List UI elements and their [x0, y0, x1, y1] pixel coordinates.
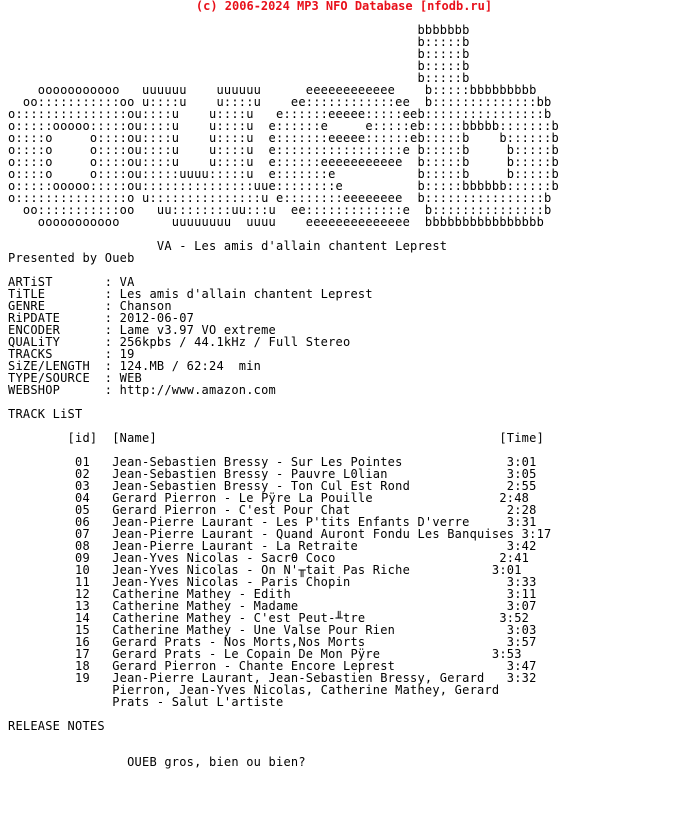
nfo-line: 08 Jean-Pierre Laurant - La Retraite 3:42 [8, 539, 537, 553]
nfo-line: 12 Catherine Mathey - Edith 3:11 [8, 587, 537, 601]
nfo-line: 03 Jean-Sebastien Bressy - Ton Cul Est Rond 2:55 [8, 479, 537, 493]
site-banner: (c) 2006-2024 MP3 NFO Database [nfodb.ru] [195, 0, 493, 13]
logo-line: o::::o o::::ou::::u u::::u e::::::eeeeeeeeeee b:::::b b:::::b [8, 155, 559, 169]
nfo-line: 10 Jean-Yves Nicolas - On N'╥tait Pas Riche 3:01 [8, 563, 522, 577]
logo-line: o::::o o::::ou::::u u::::u e:::::::::::::::::e b:::::b b:::::b [8, 143, 559, 157]
nfo-line: 04 Gerard Pierron - Le Pÿre La Pouille 2:48 [8, 491, 530, 505]
nfo-line: Pierron, Jean-Yves Nicolas, Catherine Mathey, Gerard [8, 683, 500, 697]
logo-line: o:::::::::::::::o u:::::::::::::::u e::::::::eeeeeeee b::::::::::::::::b [8, 191, 552, 205]
nfo-line [8, 732, 559, 744]
release-info [8, 228, 559, 768]
logo-line: b:::::b [8, 71, 470, 85]
nfo-line: TRACKS : 19 [8, 347, 135, 361]
nfo-line: RiPDATE : 2012-06-07 [8, 311, 195, 325]
nfo-line: ENCODER : Lame v3.97 VO extreme [8, 323, 277, 337]
logo-line: ooooooooooo uuuuuuuu uuuu eeeeeeeeeeeeee bbbbbbbbbbbbbbbb [8, 215, 545, 229]
logo-line: bbbbbbb [8, 23, 470, 37]
nfo-line: OUEB gros, bien ou bien? [8, 755, 306, 769]
nfo-line: 18 Gerard Pierron - Chante Encore Leprest 3:47 [8, 659, 537, 673]
nfo-line: 17 Gerard Prats - Le Copain De Mon Pÿre 3:53 [8, 647, 522, 661]
logo-line: o::::o o::::ou:::::uuuu:::::u e:::::::e b:::::b b:::::b [8, 167, 559, 181]
nfo-line: TYPE/SOURCE : WEB [8, 371, 143, 385]
logo-line: ooooooooooo uuuuuu uuuuuu eeeeeeeeeeee b:::::bbbbbbbbb [8, 83, 537, 97]
nfo-line: QUALiTY : 256kpbs / 44.1kHz / Full Stereo [8, 335, 351, 349]
nfo-line: TRACK LiST [8, 407, 83, 421]
nfo-line: VA - Les amis d'allain chantent Leprest [8, 239, 448, 253]
ascii-logo [8, 24, 559, 228]
logo-line: oo:::::::::::oo u::::u u::::u ee::::::::::::ee b::::::::::::::bb [8, 95, 552, 109]
nfo-line: ARTiST : VA [8, 275, 135, 289]
logo-line: b:::::b [8, 47, 470, 61]
nfo-line: 07 Jean-Pierre Laurant - Quand Auront Fondu Les Banquises 3:17 [8, 527, 552, 541]
nfo-line: 05 Gerard Pierron - C'est Pour Chat 2:28 [8, 503, 537, 517]
nfo-line: 16 Gerard Prats - Nos Morts,Nos Morts 3:57 [8, 635, 537, 649]
nfo-line: 19 Jean-Pierre Laurant, Jean-Sebastien Bressy, Gerard 3:32 [8, 671, 537, 685]
logo-line: o::::o o::::ou::::u u::::u e:::::::eeeee::::::eb:::::b b::::::b [8, 131, 559, 145]
nfo-line: 01 Jean-Sebastien Bressy - Sur Les Pointes 3:01 [8, 455, 537, 469]
nfo-line: GENRE : Chanson [8, 299, 172, 313]
logo-line: oo:::::::::::oo uu::::::::uu:::u ee:::::::::::::e b:::::::::::::::b [8, 203, 552, 217]
nfo-line: Presented by Oueb [8, 251, 135, 265]
logo-line: o:::::::::::::::ou::::u u::::u e::::::eeeee:::::eeb::::::::::::::::b [8, 107, 552, 121]
nfo-line: [id] [Name] [Time] [8, 431, 545, 445]
nfo-line: 14 Catherine Mathey - C'est Peut-╨tre 3:52 [8, 611, 530, 625]
logo-line: o:::::ooooo:::::ou:::::::::::::::uue::::::::e b:::::bbbbbb::::::b [8, 179, 559, 193]
logo-line: o:::::ooooo:::::ou::::u u::::u e::::::e e:::::eb:::::bbbbb:::::::b [8, 119, 559, 133]
logo-line: b:::::b [8, 35, 470, 49]
nfo-line: 09 Jean-Yves Nicolas - Sacrθ Coco 2:41 [8, 551, 530, 565]
nfo-line: RELEASE NOTES [8, 719, 105, 733]
nfo-line: TiTLE : Les amis d'allain chantent Leprest [8, 287, 373, 301]
nfo-line: 06 Jean-Pierre Laurant - Les P'tits Enfants D'verre 3:31 [8, 515, 537, 529]
nfo-line: SiZE/LENGTH : 124.MB / 62:24 min [8, 359, 262, 373]
nfo-line: WEBSHOP : http://www.amazon.com [8, 383, 277, 397]
nfo-line: Prats - Salut L'artiste [8, 695, 284, 709]
logo-line: b:::::b [8, 59, 470, 73]
nfo-line: 02 Jean-Sebastien Bressy - Pauvre L0lian 3:05 [8, 467, 537, 481]
nfo-line: 15 Catherine Mathey - Une Valse Pour Rien 3:03 [8, 623, 537, 637]
nfo-line [8, 396, 559, 408]
nfo-content [8, 24, 559, 768]
nfo-line: 11 Jean-Yves Nicolas - Paris Chopin 3:33 [8, 575, 537, 589]
nfo-line: 13 Catherine Mathey - Madame 3:07 [8, 599, 537, 613]
